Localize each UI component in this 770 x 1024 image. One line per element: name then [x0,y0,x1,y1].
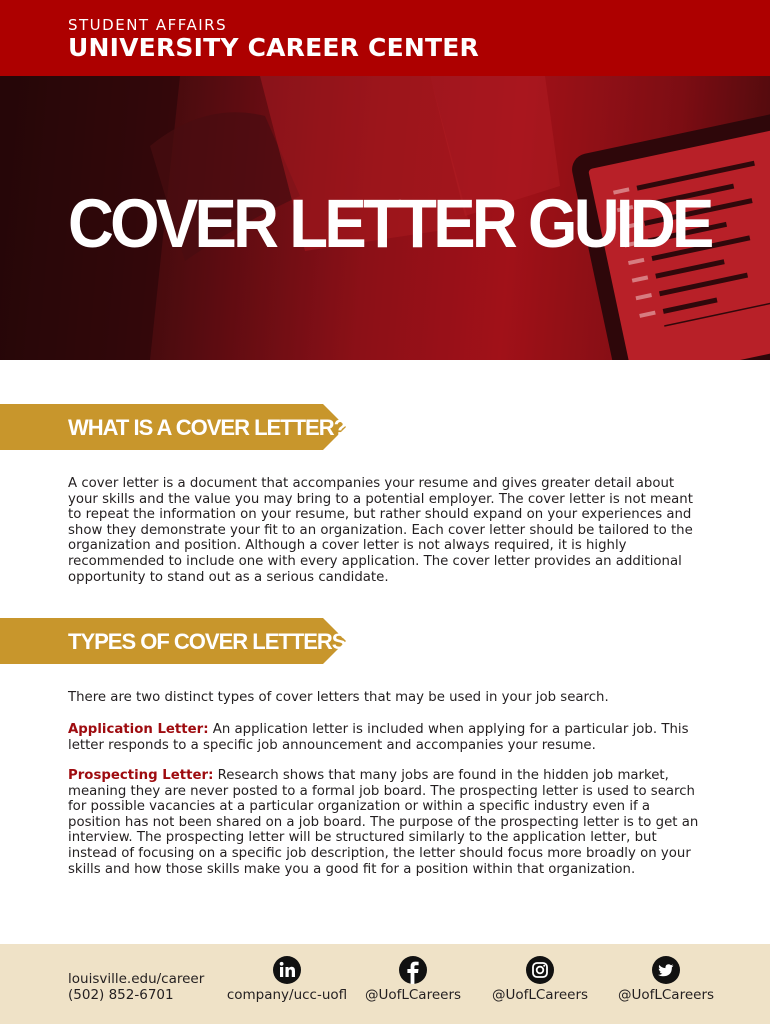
department-name: STUDENT AFFAIRS [68,16,228,34]
social-twitter[interactable] [601,956,731,1003]
facebook-handle: @UofLCareers [364,987,462,1003]
social-facebook[interactable] [348,956,478,1003]
type-term: Application Letter: [68,722,209,737]
type-description: Research shows that many jobs are found in the hidden job market, meaning they are never posted to a formal job board. The prospecting letter is used to search for possible vacancies at a particular organization or within a specific industry even if a position has not been shared on a job board. The purpose of the prospecting letter is to get an interview. The prospecting letter will be structured similarly to the application letter, but instead of focusing on a specific job description, the letter should focus more broadly on your skills and how those skills make you a good fit for a position within that organization. [68,768,699,877]
section-heading: TYPES OF COVER LETTERS [68,629,346,654]
unit-name: UNIVERSITY CAREER CENTER [68,33,479,62]
section-banner-what-is [0,404,346,450]
section-banner-types [0,618,346,664]
header-bar [0,0,770,76]
hero-banner [0,76,770,360]
page-title: COVER LETTER GUIDE [68,185,711,262]
linkedin-icon [273,956,301,984]
social-linkedin[interactable] [222,956,352,1003]
footer [0,944,770,1024]
twitter-handle: @UofLCareers [617,987,715,1003]
section-heading: WHAT IS A COVER LETTER? [68,415,347,440]
instagram-icon [526,956,554,984]
phone-number[interactable]: (502) 852-6701 [68,987,174,1003]
twitter-icon [652,956,680,984]
facebook-icon [399,956,427,984]
social-instagram[interactable] [475,956,605,1003]
section-body: A cover letter is a document that accompanies your resume and gives greater detail about your skills and the value you may bring to a potential employer. The cover letter is not meant to repeat the information on your resume, but rather should expand on your experiences and show they demonstrate your fit to an organization. Each cover letter should be tailored to the organization and position. Although a cover letter is not always required, it is highly recommended to include one with every application. The cover letter provides an additional opportunity to stand out as a serious candidate. [68,476,693,585]
instagram-handle: @UofLCareers [491,987,589,1003]
type-description: An application letter is included when applying for a particular job. This letter responds to a specific job announcement and accompanies your resume. [68,722,689,753]
linkedin-handle: company/ucc-uofl [226,987,348,1003]
type-term: Prospecting Letter: [68,768,214,783]
website-link[interactable]: louisville.edu/career [68,971,205,987]
contact-info [68,971,204,1003]
type-application-letter [68,722,704,753]
type-prospecting-letter [68,768,704,877]
types-intro: There are two distinct types of cover letters that may be used in your job search. [68,690,609,705]
